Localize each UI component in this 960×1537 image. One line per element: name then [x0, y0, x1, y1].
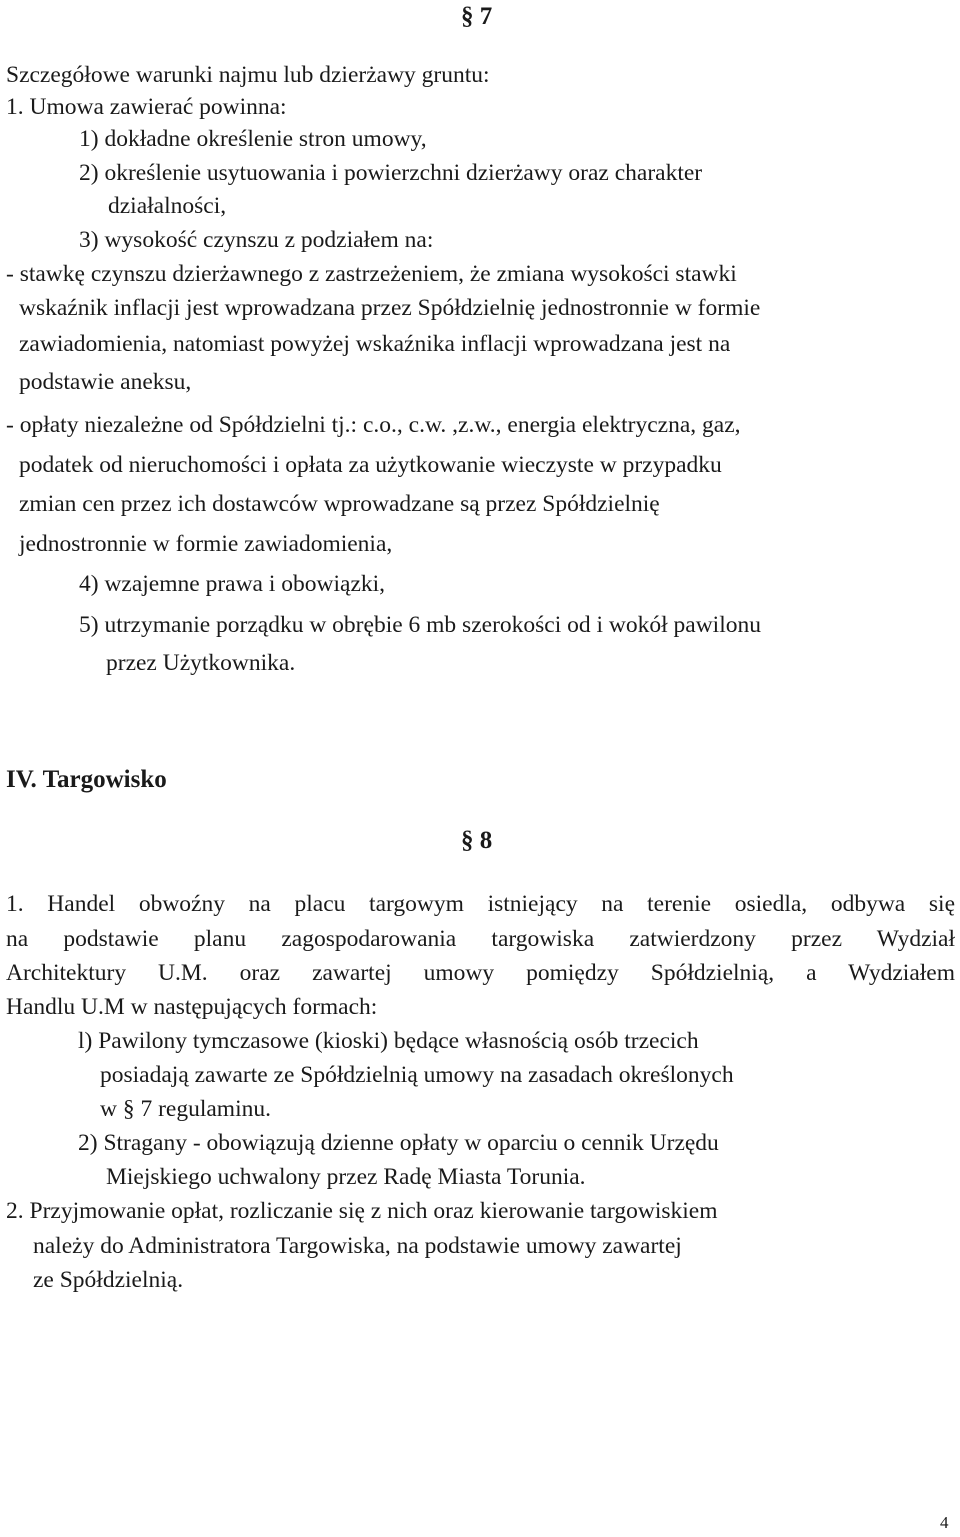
section-7-line: działalności,	[108, 193, 227, 219]
section-8-line: posiadają zawarte ze Spółdzielnią umowy na zasadach określonych	[100, 1062, 734, 1088]
section-8-line: na podstawie planu zagospodarowania targowiska zatwierdzony przez Wydział	[6, 926, 955, 952]
chapter-heading: IV. Targowisko	[6, 766, 167, 793]
section-7-line: 2) określenie usytuowania i powierzchni dzierżawy oraz charakter	[79, 160, 703, 186]
section-8-symbol: § 8	[461, 827, 493, 854]
section-7-line: podstawie aneksu,	[19, 369, 192, 395]
page-number: 4	[940, 1513, 949, 1532]
section-7-line: zawiadomienia, natomiast powyżej wskaźnika inflacji wprowadzana jest na	[19, 331, 731, 357]
section-8-line: w § 7 regulaminu.	[100, 1096, 271, 1122]
section-8-line: Handlu U.M w następujących formach:	[6, 994, 378, 1020]
section-7-line: wskaźnik inflacji jest wprowadzana przez Spółdzielnię jednostronnie w formie	[19, 295, 761, 321]
section-7-line: 3) wysokość czynszu z podziałem na:	[79, 227, 434, 253]
section-7-symbol: § 7	[461, 3, 493, 30]
section-8-line: 1. Handel obwoźny na placu targowym istniejący na terenie osiedla, odbywa się	[6, 891, 955, 917]
section-7-line: jednostronnie w formie zawiadomienia,	[19, 531, 393, 557]
section-8-line: 2. Przyjmowanie opłat, rozliczanie się z nich oraz kierowanie targowiskiem	[6, 1198, 718, 1224]
section-8-line: ze Spółdzielnią.	[33, 1267, 184, 1293]
section-7-line: przez Użytkownika.	[106, 650, 296, 676]
section-7-line: podatek od nieruchomości i opłata za użytkowanie wieczyste w przypadku	[19, 452, 722, 478]
section-7-line: - opłaty niezależne od Spółdzielni tj.: c.o., c.w. ,z.w., energia elektryczna, gaz,	[6, 412, 741, 438]
section-7-line: 5) utrzymanie porządku w obrębie 6 mb szerokości od i wokół pawilonu	[79, 612, 761, 638]
section-7-line: 1. Umowa zawierać powinna:	[6, 94, 287, 120]
section-8-line: Architektury U.M. oraz zawartej umowy pomiędzy Spółdzielnią, a Wydziałem	[6, 960, 955, 986]
section-7-line: zmian cen przez ich dostawców wprowadzane są przez Spółdzielnię	[19, 491, 660, 517]
section-7-line: 1) dokładne określenie stron umowy,	[79, 126, 427, 152]
section-8-line: l) Pawilony tymczasowe (kioski) będące własnością osób trzecich	[78, 1028, 699, 1054]
section-8-line: 2) Stragany - obowiązują dzienne opłaty w oparciu o cennik Urzędu	[78, 1130, 719, 1156]
section-8-line: Miejskiego uchwalony przez Radę Miasta Torunia.	[106, 1164, 586, 1190]
section-7-line: Szczegółowe warunki najmu lub dzierżawy gruntu:	[6, 62, 490, 88]
section-7-line: 4) wzajemne prawa i obowiązki,	[79, 571, 386, 597]
section-7-line: - stawkę czynszu dzierżawnego z zastrzeżeniem, że zmiana wysokości stawki	[6, 261, 737, 287]
section-8-line: należy do Administratora Targowiska, na podstawie umowy zawartej	[33, 1233, 682, 1259]
